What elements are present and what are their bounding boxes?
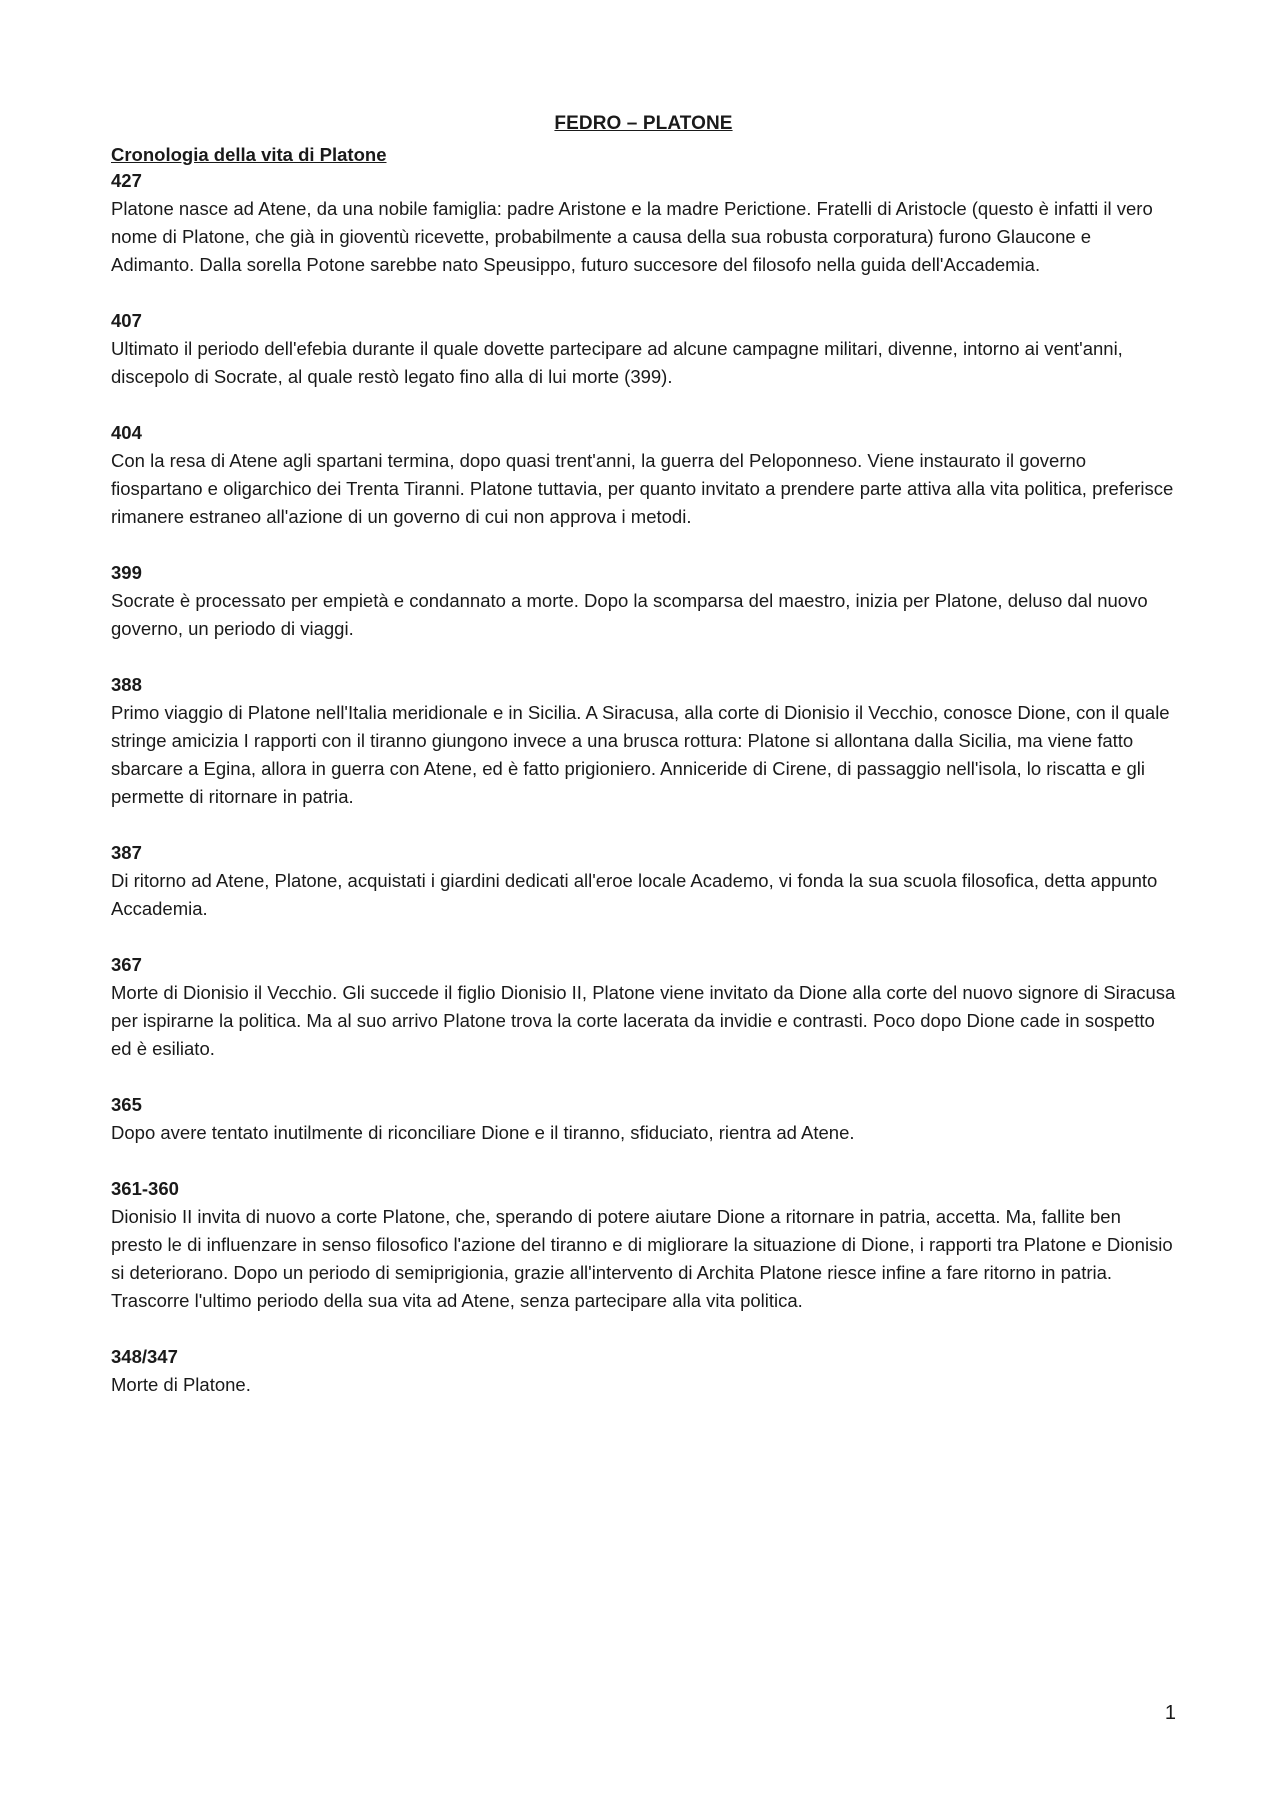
entry-text: Primo viaggio di Platone nell'Italia meridionale e in Sicilia. A Siracusa, alla corte di Dionisio il Vecchio, conosce Dione, con il quale stringe amicizia I rapporti con il tiranno giungono invece a una brusca rottura: Platone si allontana dalla Sicilia, ma viene fatto sbarcare a Egina, allora in guerra con Atene, ed è fatto prigioniero. Anniceride di Cirene, di passaggio nell'isola, lo riscatta e gli permette di ritornare in patria. — [111, 702, 1170, 807]
entry-year: 404 — [111, 422, 142, 443]
entry-year: 387 — [111, 842, 142, 863]
timeline-entry — [111, 951, 1176, 1063]
document-title: FEDRO – PLATONE — [554, 113, 733, 134]
entry-text: Dionisio II invita di nuovo a corte Platone, che, sperando di potere aiutare Dione a ritornare in patria, accetta. Ma, fallite ben presto le di influenzare in senso filosofico l'azione del tiranno e di migliorare la situazione di Dione, i rapporti tra Platone e Dionisio si deteriorano. Dopo un periodo di semiprigionia, grazie all'intervento di Archita Platone riesce infine a fare ritorno in patria. Trascorre l'ultimo periodo della sua vita ad Atene, senza partecipare alla vita politica. — [111, 1206, 1173, 1311]
timeline-entry — [111, 1343, 1176, 1399]
timeline-entry — [111, 419, 1176, 531]
entry-text: Dopo avere tentato inutilmente di riconciliare Dione e il tiranno, sfiduciato, rientra ad Atene. — [111, 1122, 855, 1143]
entry-text: Ultimato il periodo dell'efebia durante il quale dovette partecipare ad alcune campagne militari, divenne, intorno ai vent'anni, discepolo di Socrate, al quale restò legato fino alla di lui morte (399). — [111, 338, 1123, 387]
entry-year: 399 — [111, 562, 142, 583]
entry-year: 348/347 — [111, 1346, 178, 1367]
timeline-entry — [111, 307, 1176, 391]
timeline-entry — [111, 839, 1176, 923]
section-title: Cronologia della vita di Platone — [111, 144, 387, 165]
entry-year: 367 — [111, 954, 142, 975]
entry-text: Con la resa di Atene agli spartani termina, dopo quasi trent'anni, la guerra del Peloponneso. Viene instaurato il governo fiospartano e oligarchico dei Trenta Tiranni. Platone tuttavia, per quanto invitato a prendere parte attiva alla vita politica, preferisce rimanere estraneo all'azione di un governo di cui non approva i metodi. — [111, 450, 1174, 527]
entry-year: 361-360 — [111, 1178, 179, 1199]
entry-text: Morte di Dionisio il Vecchio. Gli succede il figlio Dionisio II, Platone viene invitato da Dione alla corte del nuovo signore di Siracusa per ispirarne la politica. Ma al suo arrivo Platone trova la corte lacerata da invidie e contrasti. Poco dopo Dione cade in sospetto ed è esiliato. — [111, 982, 1176, 1059]
page-number: 1 — [1164, 1702, 1176, 1724]
entry-year: 407 — [111, 310, 142, 331]
timeline-entry — [111, 1175, 1176, 1315]
timeline-entry — [111, 167, 1176, 279]
entry-year: 365 — [111, 1094, 142, 1115]
timeline-entry — [111, 559, 1176, 643]
entry-text: Socrate è processato per empietà e condannato a morte. Dopo la scomparsa del maestro, inizia per Platone, deluso dal nuovo governo, un periodo di viaggi. — [111, 590, 1148, 639]
timeline-entry — [111, 1091, 1176, 1147]
entry-year: 388 — [111, 674, 142, 695]
timeline-entry — [111, 671, 1176, 811]
entry-text: Morte di Platone. — [111, 1374, 251, 1395]
entry-year: 427 — [111, 170, 142, 191]
entry-text: Di ritorno ad Atene, Platone, acquistati i giardini dedicati all'eroe locale Academo, vi fonda la sua scuola filosofica, detta appunto Accademia. — [111, 870, 1158, 919]
entry-text: Platone nasce ad Atene, da una nobile famiglia: padre Aristone e la madre Perictione. Fratelli di Aristocle (questo è infatti il vero nome di Platone, che già in gioventù ricevette, probabilmente a causa della sua robusta corporatura) furono Glaucone e Adimanto. Dalla sorella Potone sarebbe nato Speusippo, futuro succesore del filosofo nella guida dell'Accademia. — [111, 198, 1153, 275]
document-page — [111, 112, 1176, 1427]
